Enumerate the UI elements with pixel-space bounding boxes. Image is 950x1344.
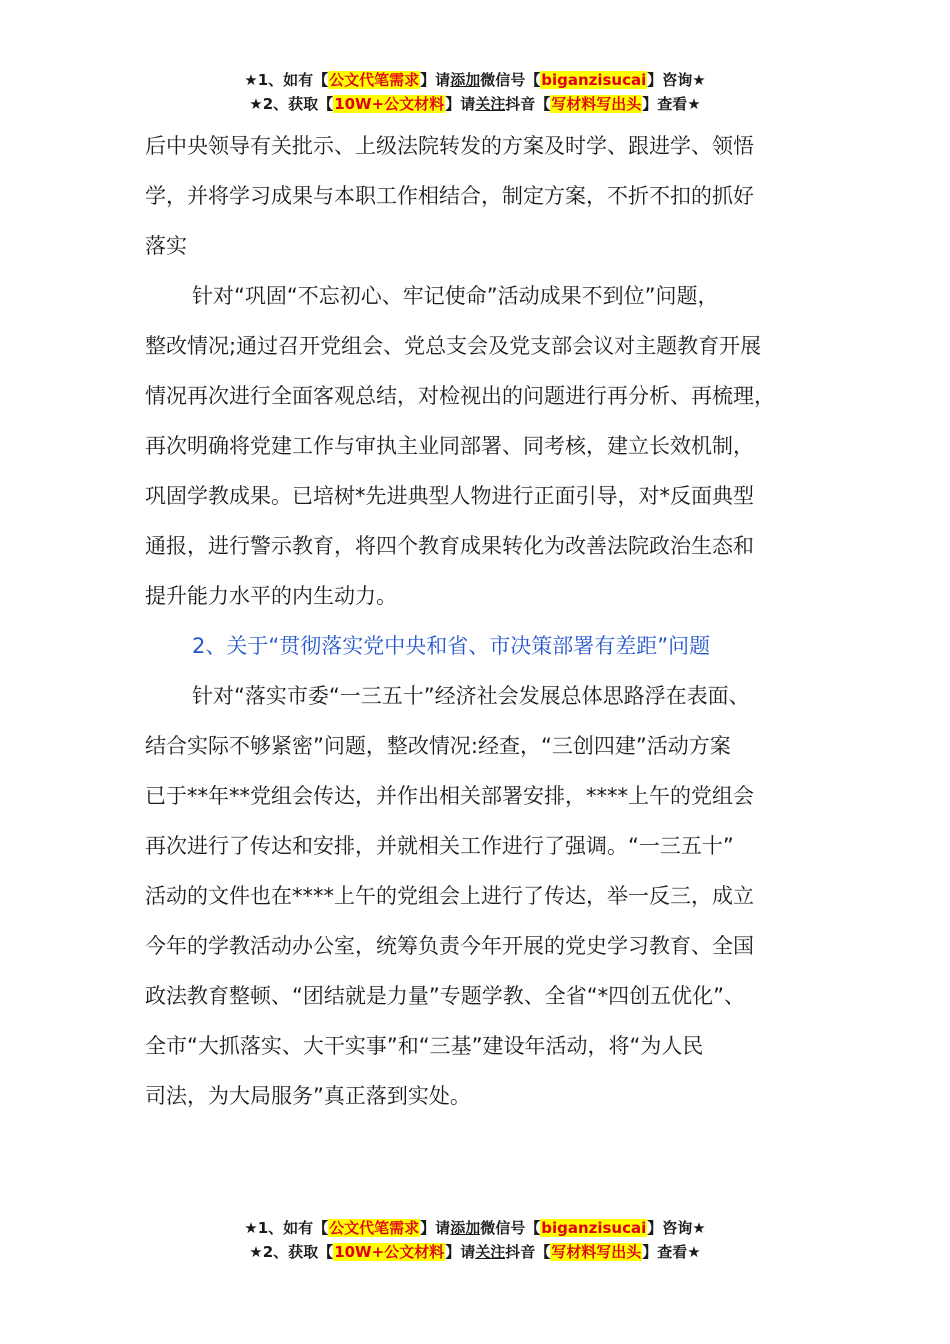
banner-highlight: 10W+公文材料 xyxy=(334,1243,445,1261)
banner-line-2 xyxy=(0,1240,950,1264)
banner-highlight: 公文代笔需求 xyxy=(329,71,420,89)
body-line: 提升能力水平的内生动力。 xyxy=(145,584,397,608)
body-line: 落实 xyxy=(145,234,187,258)
banner-text: 抖音【 xyxy=(505,95,551,113)
banner-line-1 xyxy=(0,1216,950,1240)
banner-text: 】请 xyxy=(445,1243,476,1261)
banner-text: 】查看★ xyxy=(642,1243,701,1261)
body-line: 情况再次进行全面客观总结，对检视出的问题进行再分析、再梳理， xyxy=(145,384,775,408)
body-line: 整改情况;通过召开党组会、党总支会及党支部会议对主题教育开展 xyxy=(145,334,762,358)
banner-underlined: 添加 xyxy=(450,1219,481,1237)
banner-text: 】查看★ xyxy=(642,95,701,113)
banner-text: ★1、如有【 xyxy=(244,1219,329,1237)
body-line: 巩固学教成果。已培树*先进典型人物进行正面引导，对*反面典型 xyxy=(145,484,754,508)
banner-text: ★2、获取【 xyxy=(249,1243,334,1261)
banner-underlined: 关注 xyxy=(475,95,506,113)
body-line: 今年的学教活动办公室，统筹负责今年开展的党史学习教育、全国 xyxy=(145,934,754,958)
paragraph-first-line: 针对“落实市委“一三五十”经济社会发展总体思路浮在表面、 xyxy=(192,684,750,708)
banner-wechat-id: biganzisucai xyxy=(541,71,647,89)
body-line: 后中央领导有关批示、上级法院转发的方案及时学、跟进学、领悟 xyxy=(145,134,754,158)
body-line: 活动的文件也在****上午的党组会上进行了传达，举一反三，成立 xyxy=(145,884,754,908)
body-line: 全市“大抓落实、大干实事”和“三基”建设年活动，将“为人民 xyxy=(145,1034,704,1058)
banner-douyin-id: 写材料写出头 xyxy=(551,95,642,113)
banner-text: 】请 xyxy=(420,1219,451,1237)
header-banner xyxy=(0,68,950,116)
banner-wechat-id: biganzisucai xyxy=(541,1219,647,1237)
body-line: 再次进行了传达和安排，并就相关工作进行了强调。“一三五十” xyxy=(145,834,734,858)
banner-text: ★2、获取【 xyxy=(249,95,334,113)
paragraph-first-line: 针对“巩固“不忘初心、牢记使命”活动成果不到位”问题， xyxy=(192,284,719,308)
body-line: 司法，为大局服务”真正落到实处。 xyxy=(145,1084,471,1108)
body-line: 政法教育整顿、“团结就是力量”专题学教、全省“*四创五优化”、 xyxy=(145,984,746,1008)
banner-highlight: 10W+公文材料 xyxy=(334,95,445,113)
banner-text: 微信号【 xyxy=(480,1219,541,1237)
banner-text: 】咨询★ xyxy=(647,1219,706,1237)
banner-text: 抖音【 xyxy=(505,1243,551,1261)
footer-banner xyxy=(0,1216,950,1264)
banner-underlined: 关注 xyxy=(475,1243,506,1261)
banner-line-1 xyxy=(0,68,950,92)
banner-text: ★1、如有【 xyxy=(244,71,329,89)
section-heading: 2、关于“贯彻落实党中央和省、市决策部署有差距”问题 xyxy=(192,634,711,658)
banner-underlined: 添加 xyxy=(450,71,481,89)
banner-text: 】请 xyxy=(445,95,476,113)
banner-text: 】请 xyxy=(420,71,451,89)
body-line: 再次明确将党建工作与审执主业同部署、同考核，建立长效机制， xyxy=(145,434,754,458)
body-line: 学，并将学习成果与本职工作相结合，制定方案，不折不扣的抓好 xyxy=(145,184,754,208)
banner-line-2 xyxy=(0,92,950,116)
body-line: 已于**年**党组会传达，并作出相关部署安排，****上午的党组会 xyxy=(145,784,754,808)
banner-text: 微信号【 xyxy=(480,71,541,89)
document-body xyxy=(145,121,825,1121)
banner-highlight: 公文代笔需求 xyxy=(329,1219,420,1237)
body-line: 结合实际不够紧密”问题，整改情况:经查，“三创四建”活动方案 xyxy=(145,734,731,758)
banner-douyin-id: 写材料写出头 xyxy=(551,1243,642,1261)
body-line: 通报，进行警示教育，将四个教育成果转化为改善法院政治生态和 xyxy=(145,534,754,558)
banner-text: 】咨询★ xyxy=(647,71,706,89)
